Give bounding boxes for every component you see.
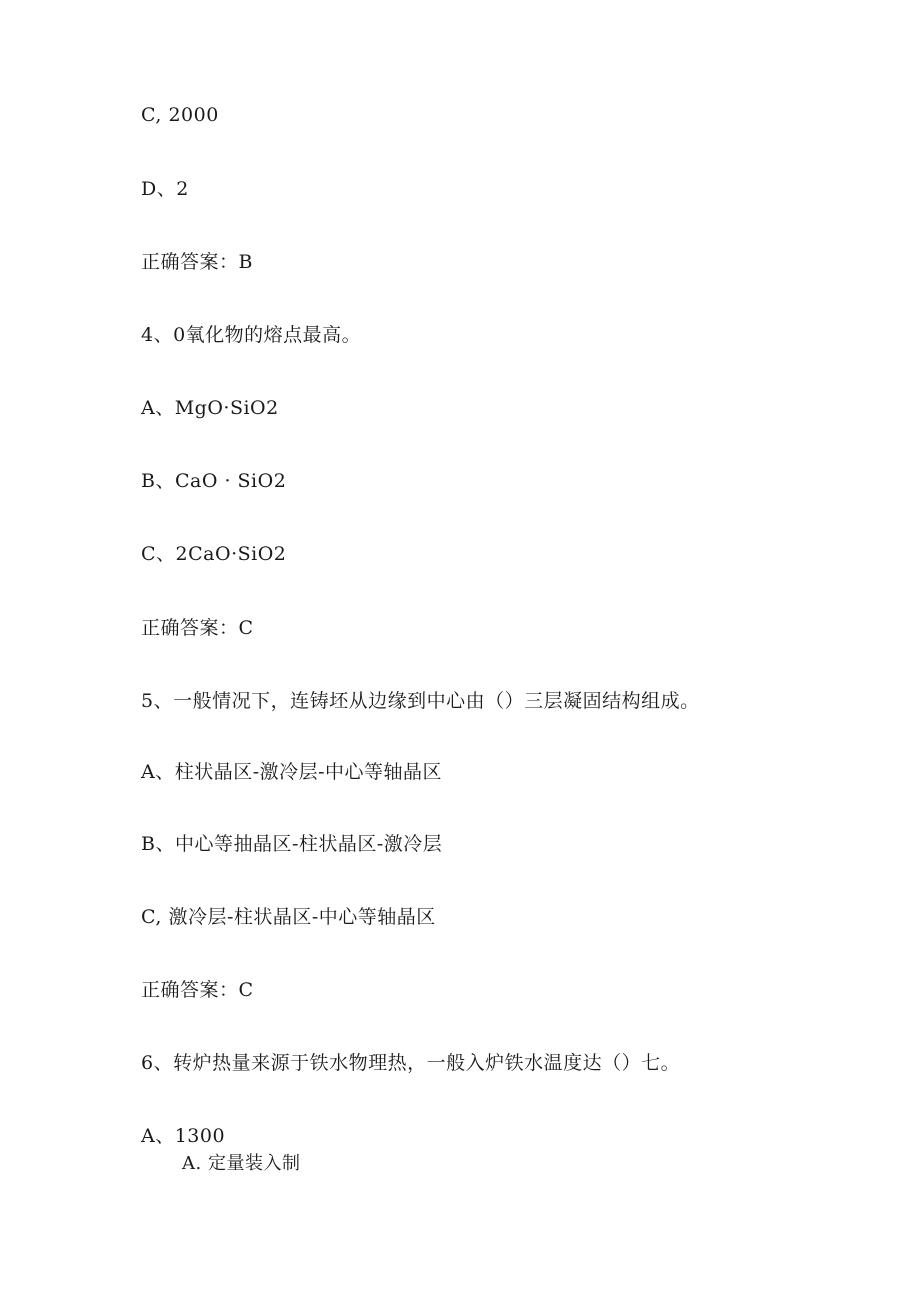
option-d-previous: D、2	[141, 178, 189, 200]
question-5: 5、一般情况下，连铸坯从边缘到中心由（）三层凝固结构组成。	[141, 690, 700, 712]
question-5-option-a: A、柱状晶区-激冷层-中心等轴晶区	[141, 761, 443, 783]
question-5-option-b: B、中心等抽晶区-柱状晶区-激冷层	[141, 833, 443, 855]
sub-option-a: A. 定量装入制	[182, 1153, 301, 1174]
question-4-answer: 正确答案：C	[141, 617, 254, 639]
question-5-answer: 正确答案：C	[141, 979, 254, 1001]
question-6-option-a: A、1300	[141, 1125, 226, 1147]
option-c-previous: C, 2000	[141, 104, 219, 126]
question-5-option-c: C, 激冷层-柱状晶区-中心等轴晶区	[141, 906, 436, 928]
answer-previous: 正确答案：B	[141, 251, 253, 273]
question-4: 4、0氧化物的熔点最高。	[141, 324, 362, 346]
question-4-option-b: B、CaO · SiO2	[141, 470, 287, 492]
question-4-option-a: A、MgO·SiO2	[141, 397, 279, 419]
question-6: 6、转炉热量来源于铁水物理热，一般入炉铁水温度达（）七。	[141, 1052, 681, 1074]
question-4-option-c: C、2CaO·SiO2	[141, 543, 287, 565]
